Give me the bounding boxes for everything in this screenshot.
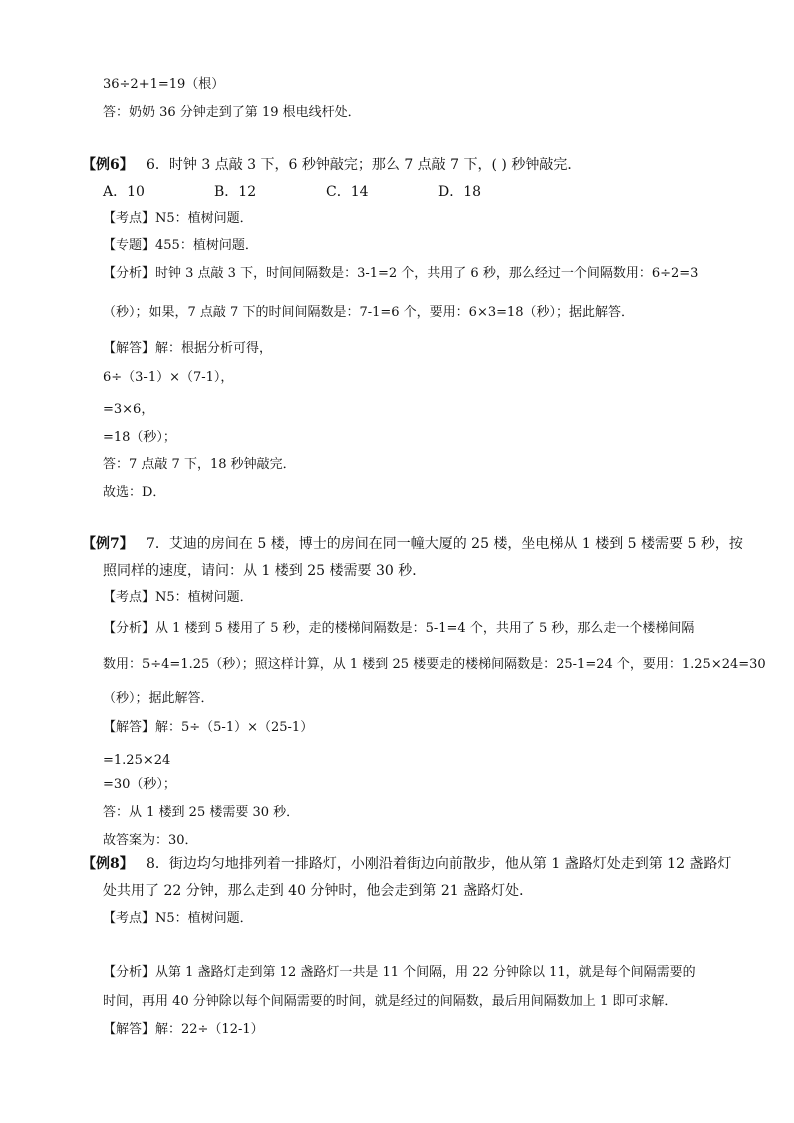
choice-line: 故选：D． [103, 485, 166, 500]
analysis-line: 【分析】时钟 3 点敲 3 下，时间间隔数是：3-1=2 个，共用了 6 秒，那么经过一个间隔数用：6÷2=3 [103, 266, 699, 281]
example-7-question: 照同样的速度，请问：从 1 楼到 25 楼需要 30 秒． [103, 563, 427, 579]
calc-line: 36÷2+1=19（根） [103, 77, 225, 92]
analysis-line: 数用：5÷4=1.25（秒）；照这样计算，从 1 楼到 25 楼要走的楼梯间隔数是：25-1=24 个，要用：1.25×24=30 [103, 657, 766, 672]
kaodian-line: 【考点】N5：植树问题． [103, 911, 253, 926]
analysis-line: 【分析】从第 1 盏路灯走到第 12 盏路灯一共是 11 个间隔，用 22 分钟除以 11，就是每个间隔需要的 [103, 965, 696, 980]
analysis-line: （秒）；据此解答． [103, 691, 214, 706]
example-8-question: 处共用了 22 分钟，那么走到 40 分钟时，他会走到第 21 盏路灯处． [103, 883, 534, 899]
answer-line: 答：从 1 楼到 25 楼需要 30 秒． [103, 805, 300, 820]
analysis-line: （秒）；如果，7 点敲 7 下的时间间隔数是：7-1=6 个，要用：6×3=18（秒）；据此解答． [103, 305, 635, 320]
solution-line: 【解答】解：22÷（12-1） [103, 1022, 264, 1037]
zhuanti-line: 【专题】455：植树问题． [103, 238, 258, 253]
example-8-tag: 【例8】 [82, 856, 134, 872]
step-line: =18（秒）； [103, 430, 176, 445]
option-d: D．18 [438, 184, 482, 200]
answer-line: 答：奶奶 36 分钟走到了第 19 根电线杆处． [103, 105, 361, 120]
example-7-question: 7．艾迪的房间在 5 楼，博士的房间在同一幢大厦的 25 楼，坐电梯从 1 楼到 5 楼需要 5 秒，按 [146, 536, 743, 552]
step-line: =3×6， [103, 402, 155, 417]
step-line: =1.25×24 [103, 753, 171, 768]
final-answer-line: 故答案为：30． [103, 833, 198, 848]
analysis-line: 时间，再用 40 分钟除以每个间隔需要的时间，就是经过的间隔数，最后用间隔数加上 1 即可求解． [103, 994, 678, 1009]
solution-line: 【解答】解：5÷（5-1）×（25-1） [103, 720, 314, 735]
option-c: C．14 [326, 184, 369, 200]
answer-line: 答：7 点敲 7 下，18 秒钟敲完． [103, 457, 296, 472]
example-6-tag: 【例6】 [82, 157, 134, 173]
analysis-line: 【分析】从 1 楼到 5 楼用了 5 秒，走的楼梯间隔数是：5-1=4 个，共用了 5 秒，那么走一个楼梯间隔 [103, 621, 695, 636]
example-7-tag: 【例7】 [82, 536, 134, 552]
kaodian-line: 【考点】N5：植树问题． [103, 590, 253, 605]
step-line: =30（秒）； [103, 777, 176, 792]
step-line: 6÷（3-1）×（7-1）， [103, 370, 234, 385]
solution-line: 【解答】解：根据分析可得， [103, 341, 273, 356]
example-8-question: 8．街边均匀地排列着一排路灯，小刚沿着街边向前散步，他从第 1 盏路灯处走到第 12 盏路灯 [146, 856, 732, 872]
kaodian-line: 【考点】N5：植树问题． [103, 211, 253, 226]
option-a: A．10 [103, 184, 145, 200]
example-6-question: 6．时钟 3 点敲 3 下，6 秒钟敲完；那么 7 点敲 7 下，( ) 秒钟敲完． [146, 157, 582, 173]
option-b: B．12 [214, 184, 257, 200]
